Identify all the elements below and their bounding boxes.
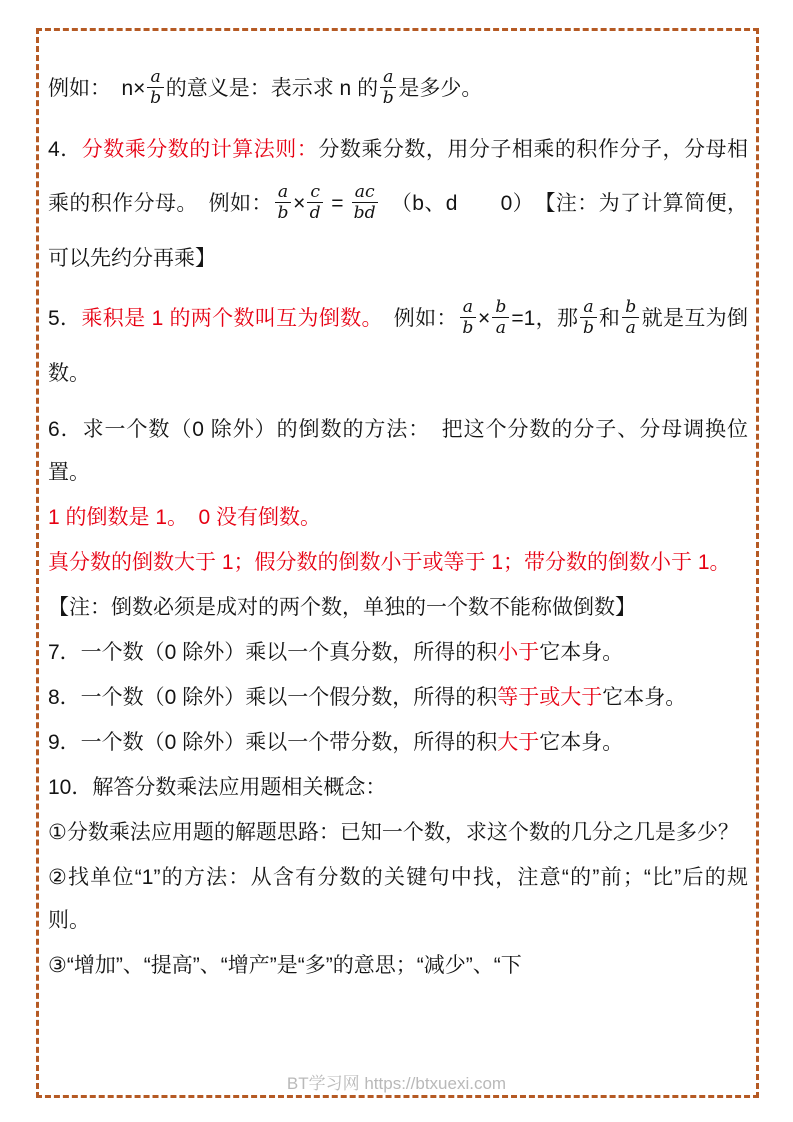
text-segment: × <box>293 192 306 216</box>
highlight-text: 小于 <box>497 640 540 664</box>
note-reciprocal-pair <box>48 586 748 629</box>
rule-7-proper-fraction <box>48 631 748 674</box>
fraction-numerator: b <box>492 298 509 318</box>
text-segment: 和 <box>598 307 621 331</box>
rule-9-mixed-number <box>48 721 748 764</box>
rule-6-find-reciprocal <box>48 408 748 494</box>
fraction-denominator: b <box>462 318 474 339</box>
fraction <box>492 298 509 337</box>
fraction <box>580 298 596 337</box>
fraction-denominator: b <box>150 87 162 108</box>
rule-5-reciprocal-definition <box>48 292 748 401</box>
fraction-numerator: b <box>622 298 639 318</box>
fraction <box>307 183 323 222</box>
fraction-denominator: bd <box>353 203 376 224</box>
text-segment: ①分数乘法应用题的解题思路：已知一个数，求这个数的几分之几是多少？ <box>48 820 739 844</box>
fraction-denominator: d <box>309 203 321 224</box>
text-segment: 8．一个数（0 除外）乘以一个假分数，所得的积 <box>48 685 498 709</box>
reciprocal-of-one-and-zero <box>48 496 748 539</box>
text-segment: 就是互为倒数。 <box>48 307 749 385</box>
highlight-text: 等于或大于 <box>497 685 603 709</box>
highlight-text: 乘积是 1 的两个数叫互为倒数。 <box>81 307 373 331</box>
text-segment: 6．求一个数（0 除外）的倒数的方法： 把这个分数的分子、分母调换位置。 <box>48 417 748 484</box>
fraction-numerator: ac <box>352 183 378 203</box>
fraction-denominator: a <box>495 318 506 339</box>
fraction <box>622 298 639 337</box>
highlight-text: 1 的倒数是 1。 0 没有倒数。 <box>48 505 322 529</box>
fraction <box>147 68 163 107</box>
fraction <box>275 183 291 222</box>
fraction <box>352 183 378 222</box>
concept-3-increase-meaning <box>48 944 748 987</box>
text-segment: 是多少。 <box>398 77 483 100</box>
text-segment: ②找单位“1”的方法：从含有分数的关键句中找，注意“的”前；“比”后的规则。 <box>48 866 748 933</box>
fraction-denominator: b <box>277 203 289 224</box>
text-segment: 它本身。 <box>539 640 624 664</box>
highlight-text: 大于 <box>497 730 540 754</box>
rule-8-improper-fraction <box>48 676 748 719</box>
fraction-numerator: a <box>147 68 163 88</box>
fraction-numerator: a <box>460 298 476 318</box>
text-segment: 10．解答分数乘法应用题相关概念： <box>48 775 387 799</box>
text-segment: 分数乘分数，用分子相乘的积作分子，分母相乘的积作分母。 例如： <box>48 137 748 216</box>
fraction-numerator: a <box>580 298 596 318</box>
rule-4-fraction-times-fraction <box>48 123 748 287</box>
text-segment: 的意义是：表示求 n 的 <box>165 77 379 100</box>
text-segment: 9．一个数（0 除外）乘以一个带分数，所得的积 <box>48 730 498 754</box>
text-segment: 5． <box>48 307 82 331</box>
text-segment: 它本身。 <box>602 685 687 709</box>
text-segment: （b、d 0） 【注：为了计算简便，可以先约分再乘】 <box>48 192 748 270</box>
fraction-numerator: c <box>307 183 323 203</box>
text-segment: × <box>478 307 491 331</box>
concept-2-find-unit-one <box>48 856 748 942</box>
text-segment: = <box>324 192 350 216</box>
text-segment: 4． <box>48 137 82 161</box>
example-n-times-fraction <box>48 62 748 117</box>
fraction-denominator: a <box>625 318 636 339</box>
text-segment: 例如： n× <box>48 77 146 100</box>
fraction-denominator: b <box>382 87 394 108</box>
text-segment: =1，那 <box>511 307 579 331</box>
highlight-text: 真分数的倒数大于 1；假分数的倒数小于或等于 1；带分数的倒数小于 1。 <box>48 550 731 574</box>
concept-1-solving-idea <box>48 811 748 854</box>
text-segment: 它本身。 <box>539 730 624 754</box>
text-segment: 7．一个数（0 除外）乘以一个真分数，所得的积 <box>48 640 498 664</box>
text-segment: 例如： <box>372 307 458 331</box>
fraction-numerator: a <box>380 68 396 88</box>
reciprocal-size-rules <box>48 541 748 584</box>
text-segment: ③“增加”、“提高”、“增产”是“多”的意思；“减少”、“下 <box>48 954 522 978</box>
text-segment: 【注：倒数必须是成对的两个数，单独的一个数不能称做倒数】 <box>48 595 636 619</box>
watermark-text: BT学习网 https://btxuexi.com <box>286 1074 507 1093</box>
content <box>48 56 748 989</box>
rule-10-word-problems <box>48 766 748 809</box>
fraction-denominator: b <box>582 318 594 339</box>
fraction <box>460 298 476 337</box>
fraction <box>380 68 396 107</box>
fraction-numerator: a <box>275 183 291 203</box>
highlight-text: 分数乘分数的计算法则： <box>81 137 319 161</box>
